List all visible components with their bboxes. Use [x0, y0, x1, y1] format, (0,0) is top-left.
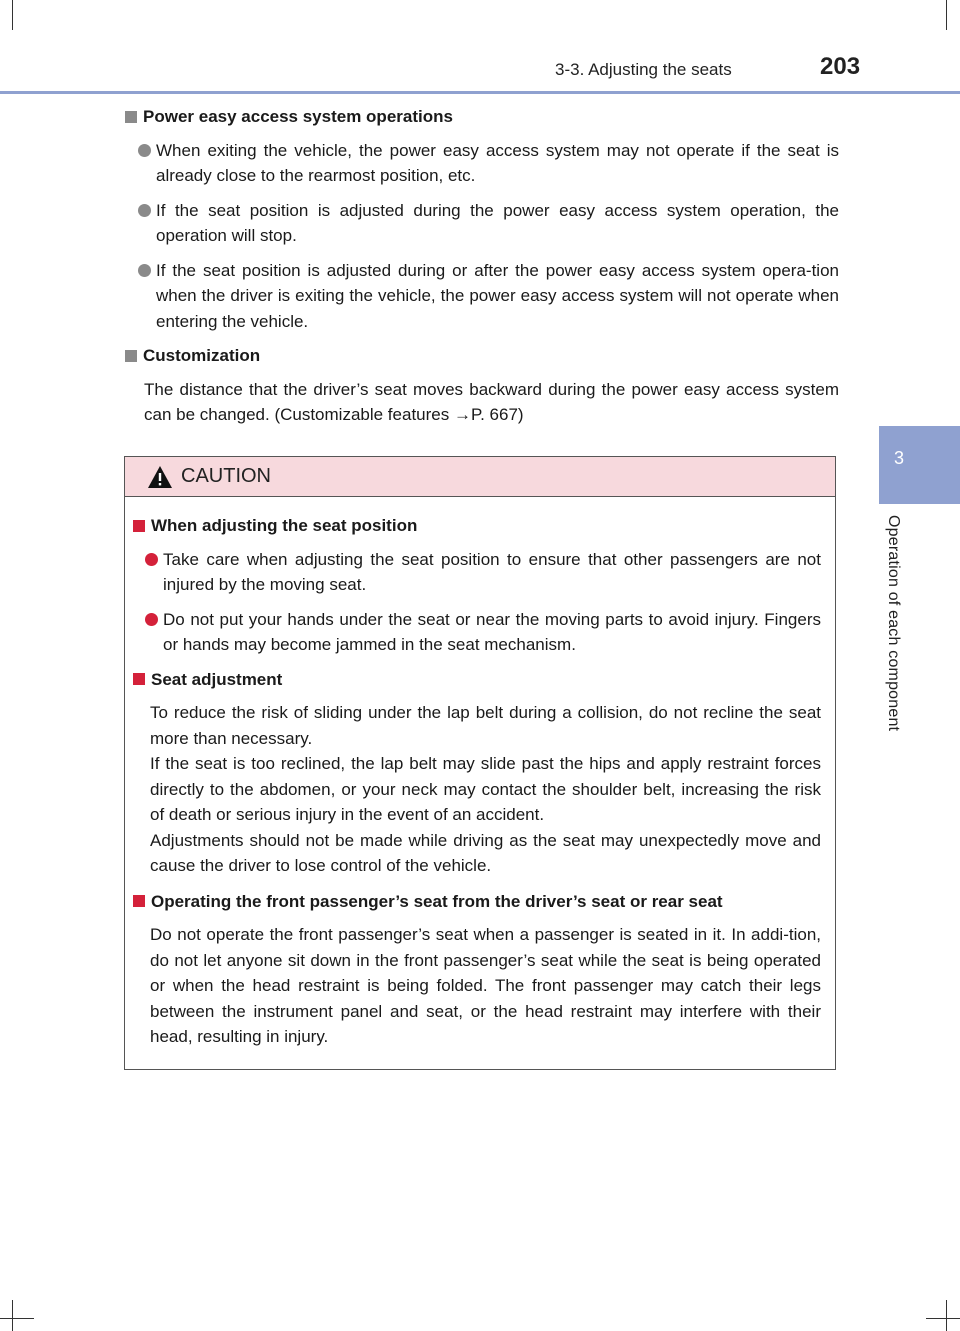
list-item: [145, 547, 821, 598]
list-item: [138, 138, 839, 189]
square-bullet-icon: [133, 520, 145, 532]
section-heading: [125, 343, 839, 369]
list-item-text: Do not put your hands under the seat or near the moving parts to avoid injury. Fingers or hands may become jammed in the seat mechanism.: [163, 609, 821, 654]
list-item-text: When exiting the vehicle, the power easy access system may not operate if the seat is already close to the rearmost position, etc.: [156, 140, 839, 185]
square-bullet-icon: [133, 673, 145, 685]
section-heading-text: Power easy access system operations: [143, 107, 453, 126]
caution-heading: [133, 513, 821, 539]
section-heading-text: Customization: [143, 346, 261, 365]
page-number: 203: [820, 53, 861, 80]
main-content: [125, 104, 839, 438]
warning-triangle-icon: [147, 465, 173, 489]
header-section-title: 3-3. Adjusting the seats: [555, 60, 732, 79]
paragraph: The distance that the driver’s seat moves backward during the power easy access system can be changed. (Customizable features →P. 667): [144, 379, 839, 424]
list-item: [138, 198, 839, 249]
square-bullet-icon: [133, 895, 145, 907]
section-heading: [125, 104, 839, 130]
list-item-text: If the seat position is adjusted during the power easy access system operation, the operation will stop.: [156, 200, 839, 245]
list-item: [138, 258, 839, 335]
circle-bullet-icon: [145, 553, 158, 566]
caution-body: [125, 497, 835, 1050]
paragraph: Do not operate the front passenger’s seat when a passenger is seated in it. In addi-tion, do not let anyone sit down in the front passenger’s seat while the seat is being operated or when the head restraint is being folded. The front passenger may catch their legs between the instrument panel and seat, or the head restraint may interfere with their head, resulting in injury.: [150, 925, 821, 1046]
circle-bullet-icon: [145, 613, 158, 626]
list-item-text: If the seat position is adjusted during or after the power easy access system opera-tion when the driver is exiting the vehicle, the power easy access system will not operate when entering the vehicle.: [156, 260, 839, 331]
crop-mark: [926, 1318, 960, 1319]
chapter-number: 3: [893, 448, 904, 468]
paragraph: Adjustments should not be made while driving as the seat may unexpectedly move and cause the driver to lose control of the vehicle.: [150, 830, 821, 875]
caution-heading-text: Seat adjustment: [151, 669, 283, 689]
caution-box: [124, 456, 836, 1070]
circle-bullet-icon: [138, 144, 151, 157]
circle-bullet-icon: [138, 204, 151, 217]
crop-mark: [946, 0, 947, 30]
caution-heading: [133, 889, 821, 915]
crop-mark: [946, 1300, 947, 1331]
paragraph: To reduce the risk of sliding under the lap belt during a collision, do not recline the seat more than necessary.: [150, 703, 821, 748]
square-bullet-icon: [125, 350, 137, 362]
caution-heading: [133, 667, 821, 693]
header-rule: [0, 91, 960, 94]
crop-mark: [12, 0, 13, 30]
paragraph: If the seat is too reclined, the lap belt may slide past the hips and apply restraint forces directly to the abdomen, or your neck may contact the shoulder belt, increasing the risk of death or serious injury in the event of an accident.: [150, 754, 821, 824]
crop-mark: [0, 1318, 34, 1319]
caution-heading-text: Operating the front passenger’s seat from the driver’s seat or rear seat: [151, 891, 723, 911]
caution-heading-text: When adjusting the seat position: [151, 516, 418, 535]
caution-header: [125, 457, 835, 497]
chapter-tab: [879, 426, 960, 504]
crop-mark: [12, 1300, 13, 1331]
caution-title: CAUTION: [181, 465, 271, 487]
list-item: [145, 607, 821, 658]
list-item-text: Take care when adjusting the seat position to ensure that other passengers are not injured by the moving seat.: [163, 549, 821, 594]
chapter-label: Operation of each component: [885, 515, 902, 732]
circle-bullet-icon: [138, 264, 151, 277]
square-bullet-icon: [125, 111, 137, 123]
